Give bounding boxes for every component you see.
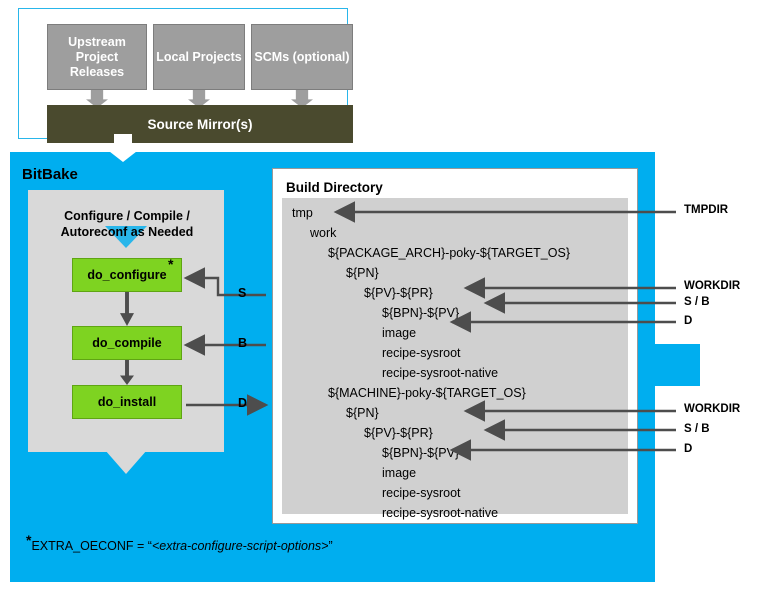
label-d-1: D bbox=[684, 315, 693, 327]
label-workdir-2: WORKDIR bbox=[684, 403, 741, 415]
build-directory-tree bbox=[292, 203, 622, 523]
flow-label-d: D bbox=[238, 396, 248, 410]
tree-node: ${BPN}-${PV} bbox=[382, 446, 460, 460]
label-workdir-1: WORKDIR bbox=[684, 280, 741, 292]
label-s-b-2: S / B bbox=[684, 423, 710, 435]
tree-node: image bbox=[382, 326, 417, 340]
tree-node: ${PV}-${PR} bbox=[364, 286, 433, 300]
source-box-upstream-project-releases: Upstream Project Releases bbox=[47, 24, 147, 90]
footnote bbox=[26, 532, 333, 553]
footnote-italic-value: <extra-configure-script-options> bbox=[151, 539, 329, 554]
bitbake-title: BitBake bbox=[22, 166, 78, 183]
footnote-suffix: ” bbox=[328, 539, 333, 554]
tree-node: recipe-sysroot bbox=[382, 346, 461, 360]
tree-node: work bbox=[310, 226, 337, 240]
source-box-scms: SCMs (optional) bbox=[251, 24, 353, 90]
flow-label-b: B bbox=[238, 336, 248, 350]
label-d-2: D bbox=[684, 443, 693, 455]
build-directory-title: Build Directory bbox=[286, 180, 383, 195]
source-mirror-bar: Source Mirror(s) bbox=[47, 105, 353, 143]
tree-node: ${MACHINE}-poky-${TARGET_OS} bbox=[328, 386, 526, 400]
tree-node: ${PN} bbox=[346, 266, 379, 280]
label-tmpdir: TMPDIR bbox=[684, 204, 729, 216]
tree-node: ${PACKAGE_ARCH}-poky-${TARGET_OS} bbox=[328, 246, 570, 260]
footnote-asterisk: * bbox=[26, 532, 32, 548]
source-box-local-projects: Local Projects bbox=[153, 24, 245, 90]
tree-node: recipe-sysroot bbox=[382, 486, 461, 500]
tree-node: image bbox=[382, 466, 417, 480]
tree-node: recipe-sysroot-native bbox=[382, 366, 499, 380]
tree-node: ${BPN}-${PV} bbox=[382, 306, 460, 320]
footnote-prefix: EXTRA_OECONF = “ bbox=[31, 539, 152, 554]
task-box-do-configure[interactable]: do_configure bbox=[72, 258, 182, 292]
sources-panel bbox=[18, 8, 348, 139]
task-box-do-install[interactable]: do_install bbox=[72, 385, 182, 419]
label-s-b-1: S / B bbox=[684, 296, 710, 308]
configure-asterisk-marker: * bbox=[168, 256, 174, 272]
flow-label-s: S bbox=[238, 286, 247, 300]
tree-node: ${PV}-${PR} bbox=[364, 426, 433, 440]
tree-node: recipe-sysroot-native bbox=[382, 506, 499, 520]
bitbake-panel-notch bbox=[655, 344, 700, 386]
tree-node: tmp bbox=[292, 206, 313, 220]
tree-node: ${PN} bbox=[346, 406, 379, 420]
configure-compile-panel-title: Configure / Compile / Autoreconf as Needed bbox=[60, 209, 194, 239]
task-box-do-compile[interactable]: do_compile bbox=[72, 326, 182, 360]
